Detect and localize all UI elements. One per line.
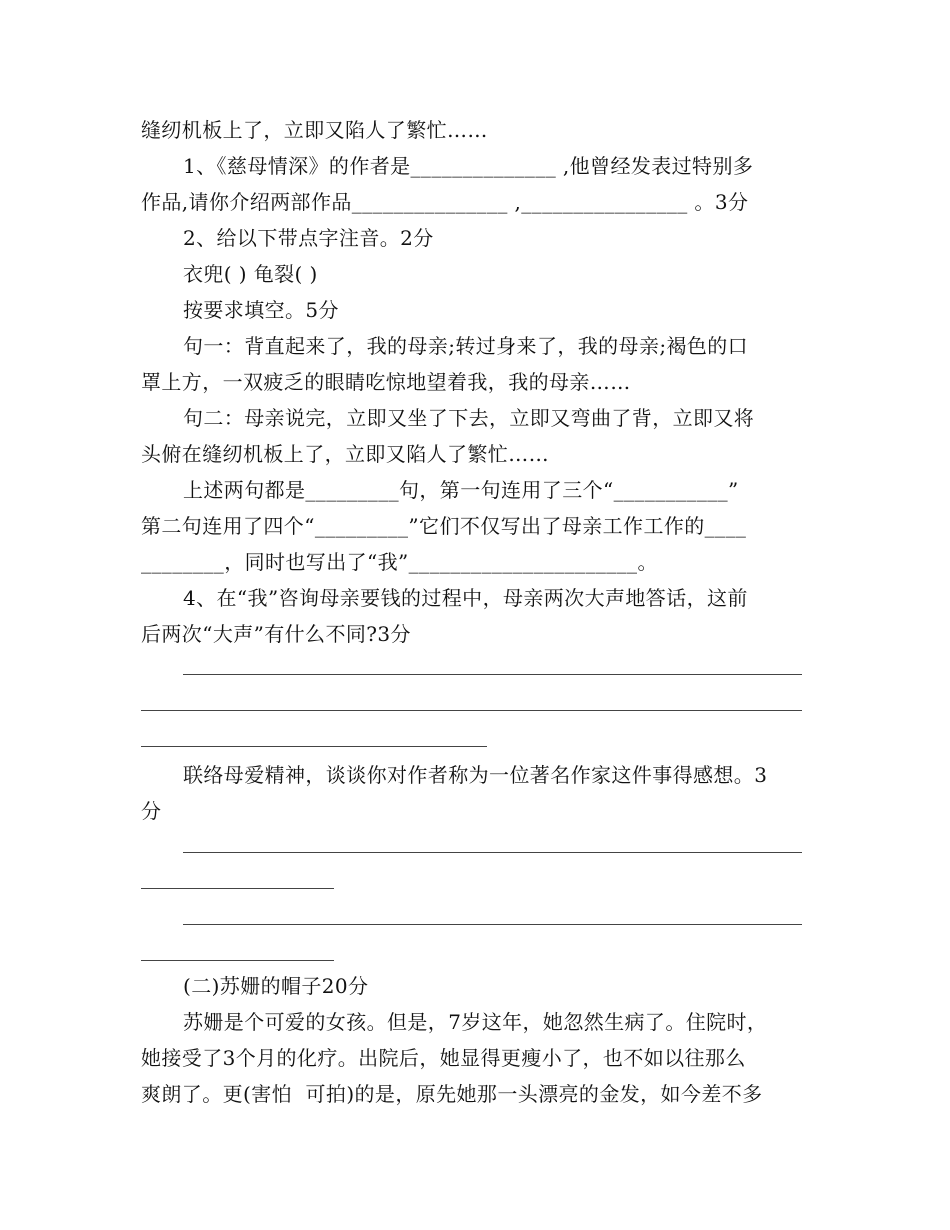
- sentence-1-line-2: 罩上方，一双疲乏的眼睛吃惊地望着我，我的母亲……: [141, 370, 631, 394]
- answer-line: [141, 746, 487, 747]
- answer-line: [183, 924, 802, 925]
- question-5-line-1: 联络母爱精神，谈谈你对作者称为一位著名作家这件事得感想。3: [183, 763, 768, 787]
- sentence-2-line-1: 句二：母亲说完，立即又坐了下去，立即又弯曲了背，立即又将: [183, 406, 755, 430]
- pinyin-items-line: 衣兜( ) 龟裂( ): [183, 262, 318, 286]
- question-4-line-1: 4、在“我”咨询母亲要钱的过程中，母亲两次大声地答话，这前: [183, 586, 748, 610]
- question-1-line-2: 作品,请你介绍两部作品_______________ ,________________ 。3分: [141, 190, 749, 214]
- passage-line-1: 苏姗是个可爱的女孩。但是，7岁这年，她忽然生病了。住院时，: [183, 1010, 768, 1034]
- question-5-line-2: 分: [141, 799, 162, 823]
- passage-line-2: 她接受了3个月的化疗。出院后，她显得更瘦小了，也不如以往那么: [141, 1046, 746, 1070]
- answer-line: [141, 710, 802, 711]
- answer-line: [141, 888, 334, 889]
- passage-line-3: 爽朗了。更(害怕 可拍)的是，原先她那一头漂亮的金发，如今差不多: [141, 1082, 763, 1106]
- text-line-1: 缝纫机板上了，立即又陷人了繁忙……: [141, 118, 488, 142]
- answer-line: [141, 960, 334, 961]
- fill-blank-line-3: ________，同时也写出了“我”______________________。: [141, 550, 658, 574]
- section-heading: (二)苏姗的帽子20分: [183, 974, 369, 998]
- answer-line: [183, 674, 802, 675]
- fill-instruction-line: 按要求填空。5分: [183, 298, 339, 322]
- sentence-2-line-2: 头俯在缝纫机板上了，立即又陷人了繁忙……: [141, 442, 549, 466]
- fill-blank-line-1: 上述两句都是_________句，第一句连用了三个“___________”: [183, 478, 739, 502]
- question-1-line-1: 1、《慈母情深》的作者是______________ ,他曾经发表过特别多: [183, 154, 754, 178]
- question-2-line: 2、给以下带点字注音。2分: [183, 226, 434, 250]
- answer-line: [183, 852, 802, 853]
- fill-blank-line-2: 第二句连用了四个“_________”它们不仅写出了母亲工作工作的____: [141, 514, 747, 538]
- question-4-line-2: 后两次“大声”有什么不同?3分: [141, 622, 411, 646]
- sentence-1-line-1: 句一：背直起来了，我的母亲;转过身来了，我的母亲;褐色的口: [183, 334, 749, 358]
